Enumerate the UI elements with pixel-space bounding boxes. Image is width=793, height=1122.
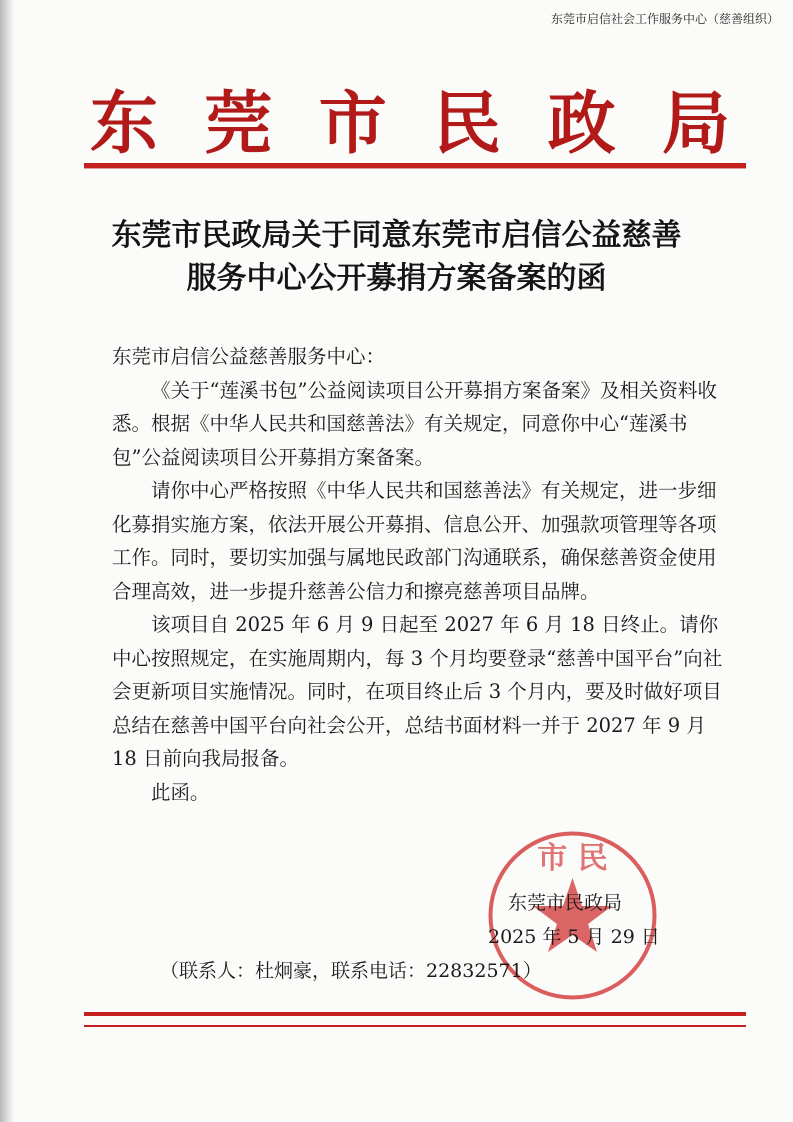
contact-info: （联系人：杜炯豪，联系电话：22832571） (160, 960, 542, 982)
sign-date: 2025 年 5 月 29 日 (488, 926, 660, 948)
salutation: 东莞市启信公益慈善服务中心： (112, 345, 386, 368)
document-title (60, 214, 733, 300)
masthead-char: 局 (661, 83, 730, 164)
signer: 东莞市民政局 (508, 892, 623, 914)
closing: 此函。 (151, 780, 210, 804)
masthead-char: 政 (547, 83, 616, 164)
title-line: 东莞市民政局关于同意东莞市启信公益慈善 (111, 218, 682, 253)
title-line: 服务中心公开募捐方案备案的函 (186, 261, 607, 296)
masthead-char: 东 (90, 83, 159, 164)
paragraph-3: 该项目自 2025 年 6 月 9 日起至 2027 年 6 月 18 日终止。请你中心按照规定，在实施周期内，每 3 个月均要登录“慈善中国平台”向社会更新项目实施情况。同时，在项目终止后 3 个月内，要及时做好项目总结在慈善中国平台向社会公开，总结书面材料一并于 2027 年 9 月 18 日前向我局报备。 (112, 613, 723, 770)
masthead-char: 市 (318, 83, 387, 164)
masthead (90, 72, 730, 164)
header-note: 东莞市启信社会工作服务中心（慈善组织） (550, 12, 779, 26)
paragraph-1: 《关于“莲溪书包”公益阅读项目公开募捐方案备案》及相关资料收悉。根据《中华人民共和国慈善法》有关规定，同意你中心“莲溪书包”公益阅读项目公开募捐方案备案。 (112, 378, 717, 469)
letter-body (112, 340, 724, 809)
scan-shadow (0, 0, 14, 1122)
svg-text:市 民: 市 民 (537, 841, 608, 876)
masthead-red-rule (84, 163, 746, 169)
footer-red-rule (84, 1012, 746, 1016)
footer-red-rule-thin (84, 1025, 746, 1027)
masthead-char: 民 (433, 83, 502, 164)
paragraph-2: 请你中心严格按照《中华人民共和国慈善法》有关规定，进一步细化募捐实施方案，依法开展公开募捐、信息公开、加强款项管理等各项工作。同时，要切实加强与属地民政部门沟通联系，确保慈善资金使用合理高效，进一步提升慈善公信力和擦亮慈善项目品牌。 (112, 479, 717, 603)
masthead-char: 莞 (204, 83, 273, 164)
